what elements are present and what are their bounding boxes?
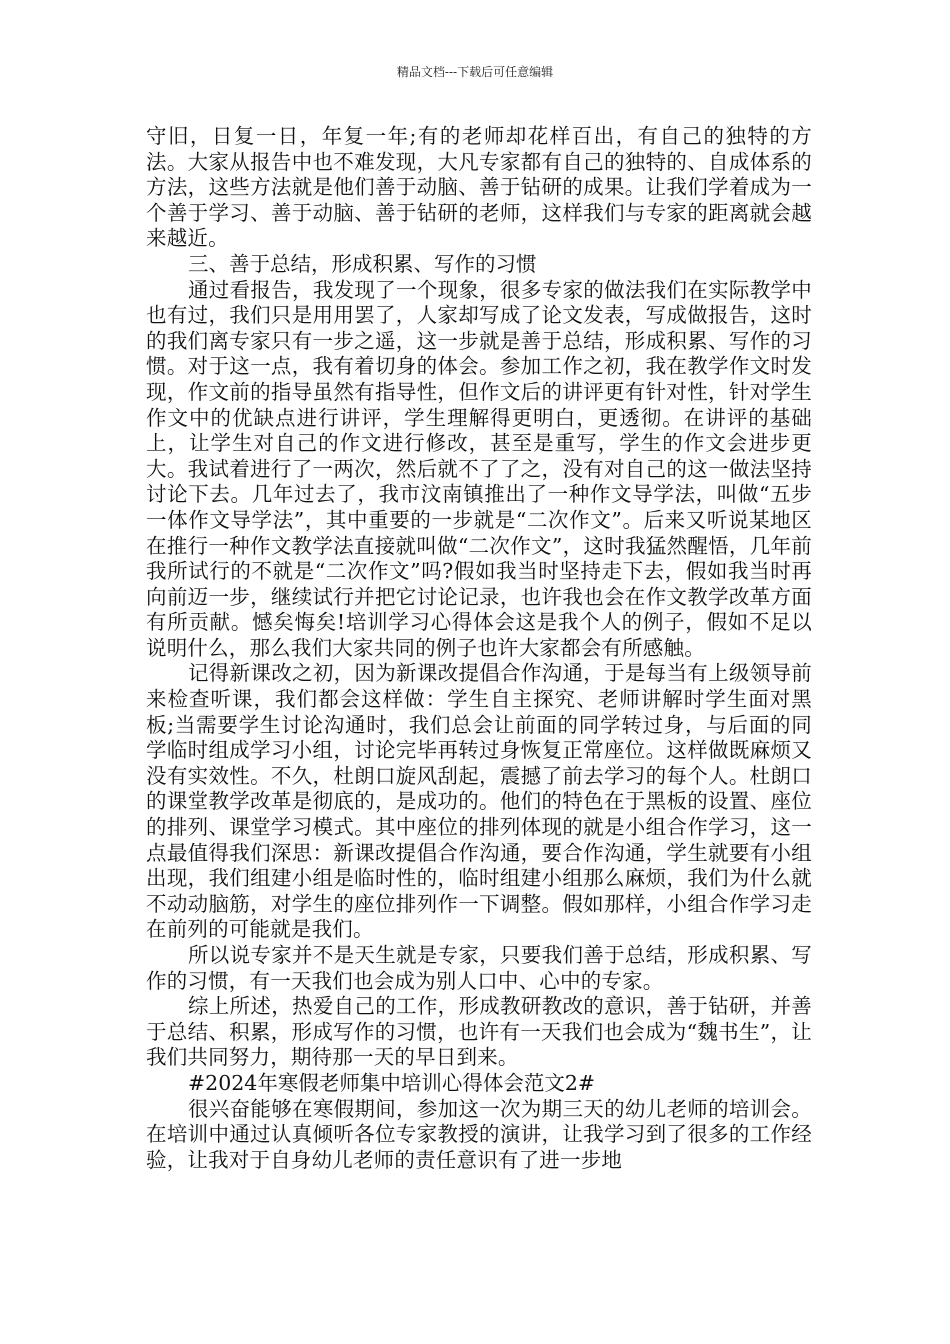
paragraph-1: 守旧，日复一日，年复一年;有的老师却花样百出，有自己的独特的方法。大家从报告中也不难发现，大凡专家都有自己的独特的、自成体系的方法，这些方法就是他们善于动脑、善于钻研的成果。让我们学着成为一个善于学习、善于动脑、善于钻研的老师，这样我们与专家的距离就会越来越近。 <box>146 124 812 251</box>
page-header: 精品文档---下载后可任意编辑 <box>396 65 554 79</box>
document-body <box>146 124 812 1173</box>
section-heading-3: 三、善于总结，形成积累、写作的习惯 <box>188 251 537 276</box>
paragraph-6: 很兴奋能够在寒假期间，参加这一次为期三天的幼儿老师的培训会。在培训中通过认真倾听各位专家教授的演讲，让我学习到了很多的工作经验，让我对于自身幼儿老师的责任意识有了进一步地 <box>146 1096 812 1172</box>
paragraph-2: 通过看报告，我发现了一个现象，很多专家的做法我们在实际教学中也有过，我们只是用用罢了，人家却写成了论文发表，写成做报告，这时的我们离专家只有一步之遥，这一步就是善于总结，形成积累、写作的习惯。对于这一点，我有着切身的体会。参加工作之初，我在教学作文时发现，作文前的指导虽然有指导性，但作文后的讲评更有针对性，针对学生作文中的优缺点进行讲评，学生理解得更明白，更透彻。在讲评的基础上，让学生对自己的作文进行修改，甚至是重写，学生的作文会进步更大。我试着进行了一两次，然后就不了了之，没有对自己的这一做法坚持讨论下去。几年过去了，我市汶南镇推出了一种作文导学法，叫做“五步一体作文导学法”，其中重要的一步就是“二次作文”。后来又听说某地区在推行一种作文教学法直接就叫做“二次作文”，这时我猛然醒悟，几年前我所试行的不就是“二次作文”吗?假如我当时坚持走下去，假如我当时再向前迈一步，继续试行并把它讨论记录，也许我也会在作文教学改革方面有所贡献。憾矣悔矣!培训学习心得体会这是我个人的例子，假如不足以说明什么，那么我们大家共同的例子也许大家都会有所感触。 <box>146 277 812 660</box>
paragraph-3: 记得新课改之初，因为新课改提倡合作沟通，于是每当有上级领导前来检查听课，我们都会这样做：学生自主探究、老师讲解时学生面对黑板;当需要学生讨论沟通时，我们总会让前面的同学转过身，与后面的同学临时组成学习小组，讨论完毕再转过身恢复正常座位。这样做既麻烦又没有实效性。不久，杜朗口旋风刮起，震撼了前去学习的每个人。杜朗口的课堂教学改革是彻底的，是成功的。他们的特色在于黑板的设置、座位的排列、课堂学习模式。其中座位的排列体现的就是小组合作学习，这一点最值得我们深思：新课改提倡合作沟通，要合作沟通，学生就要有小组出现，我们组建小组是临时性的，临时组建小组那么麻烦，我们为什么就不动动脑筋，对学生的座位排列作一下调整。假如那样，小组合作学习走在前列的可能就是我们。 <box>146 661 812 942</box>
paragraph-4: 所以说专家并不是天生就是专家，只要我们善于总结，形成积累、写作的习惯，有一天我们也会成为别人口中、心中的专家。 <box>146 943 812 993</box>
next-article-heading: #2024年寒假老师集中培训心得体会范文2# <box>188 1070 596 1095</box>
paragraph-5: 综上所述，热爱自己的工作，形成教研教改的意识，善于钻研，并善于总结、积累，形成写作的习惯，也许有一天我们也会成为“魏书生”，让我们共同努力，期待那一天的早日到来。 <box>146 994 812 1070</box>
